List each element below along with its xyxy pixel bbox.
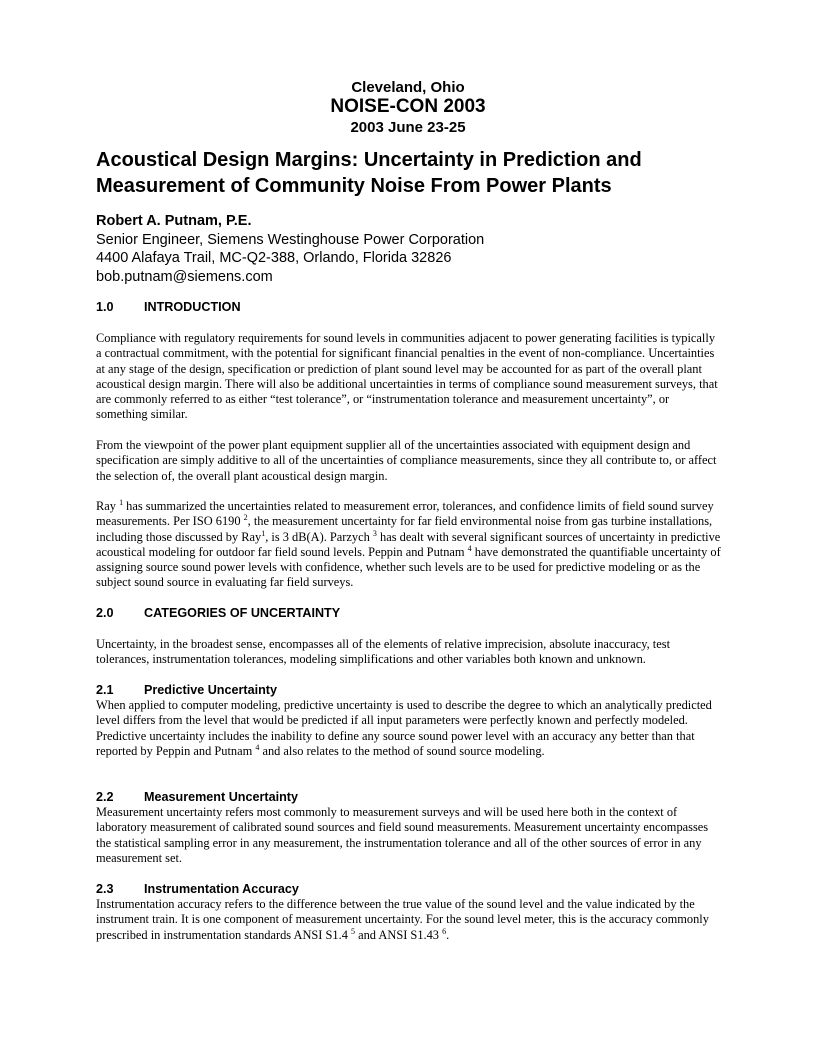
section-number: 2.2	[96, 790, 114, 804]
categories-paragraph: Uncertainty, in the broadest sense, encompasses all of the elements of relative imprecision, absolute inaccuracy, test tolerances, instrumentation tolerances, modeling simplifications and other variables both known and unknown.	[96, 637, 671, 667]
conference-name: NOISE-CON 2003	[330, 96, 486, 117]
reference-marker: 4	[467, 543, 472, 553]
intro-paragraph-2: From the viewpoint of the power plant equipment supplier all of the uncertainties associated with equipment design and specification are simply additive to all of the uncertainties of compliance measurements, since they all contribute to, or affect the selection of, the overall plant acoustical design margin.	[96, 438, 717, 483]
reference-marker: 2	[243, 513, 248, 523]
section-2-3-heading	[96, 882, 299, 897]
author-name: Robert A. Putnam, P.E.	[96, 213, 252, 229]
section-title: Instrumentation Accuracy	[144, 882, 299, 896]
section-title: INTRODUCTION	[144, 300, 241, 314]
section-1-heading	[96, 300, 241, 315]
reference-marker: 6	[442, 926, 447, 936]
reference-marker: 1	[261, 528, 266, 538]
section-number: 2.0	[96, 606, 114, 620]
intro-paragraph-1: Compliance with regulatory requirements for sound levels in communities adjacent to power generating facilities is typically a contractual commitment, with the potential for significant financial penalties in the event of non-compliance. Uncertainties at any stage of the design, specification or prediction of plant sound level may be accounted for as part of the overall plant acoustical design margin. There will also be additional uncertainties in terms of compliance sound measurement surveys, that are commonly referred to as either “test tolerance”, or “instrumentation tolerance and measurement uncertainty”, or something similar.	[96, 331, 718, 422]
author-address: 4400 Alafaya Trail, MC-Q2-388, Orlando, Florida 32826	[96, 250, 452, 266]
author-block	[96, 212, 736, 286]
section-number: 2.1	[96, 683, 114, 697]
measurement-uncertainty-paragraph: Measurement uncertainty refers most commonly to measurement surveys and will be used here both in the context of laboratory measurement of calibrated sound sources and field sound measurements. Measurement uncertainty encompasses the statistical sampling error in any measurement, the instrumentation tolerance and all of the other sources of error in any measurement set.	[96, 805, 709, 865]
section-title: CATEGORIES OF UNCERTAINTY	[144, 606, 341, 620]
reference-marker: 1	[119, 497, 124, 507]
reference-marker: 5	[351, 926, 356, 936]
conference-city: Cleveland, Ohio	[351, 79, 465, 96]
section-2-2-heading	[96, 790, 298, 805]
author-position: Senior Engineer, Siemens Westinghouse Power Corporation	[96, 231, 485, 248]
instrumentation-accuracy-paragraph: Instrumentation accuracy refers to the difference between the true value of the sound level and the value indicated by the instrument train. It is one component of measurement uncertainty. For the sound level meter, this is the accuracy commonly prescribed in instrumentation standards ANSI S1.4 $^5$ and ANSI S1.43 $^6$.	[96, 897, 709, 942]
section-number: 2.3	[96, 882, 114, 896]
paper-title-line-2: Measurement of Community Noise From Power Plants	[96, 175, 612, 197]
section-number: 1.0	[96, 300, 114, 314]
reference-marker: 4	[255, 742, 260, 752]
author-email: bob.putnam@siemens.com	[96, 268, 273, 285]
section-title: Measurement Uncertainty	[144, 790, 298, 804]
reference-marker: 3	[372, 528, 377, 538]
predictive-uncertainty-paragraph: When applied to computer modeling, predictive uncertainty is used to describe the degree to which an analytically predicted level differs from the level that would be predicted if all input parameters were perfectly known and perfectly modeled. Predictive uncertainty includes the inability to define any source sound power level with an accuracy any better than that reported by Peppin and Putnam $^4$ and also relates to the method of sound source modeling.	[96, 698, 712, 758]
intro-paragraph-3: Ray $^1$ has summarized the uncertainties related to measurement error, tolerances, and confidence limits of field sound survey measurements. Per ISO 6190 $^2$, the measurement uncertainty for far field environmental noise from gas turbine installations, including those discussed by Ray$^1$, is 3 dB(A). Parzych $^3$ has dealt with several significant sources of uncertainty in predictive acoustical modeling for outdoor far field sound levels. Peppin and Putnam $^4$ have demonstrated the quantifiable uncertainty of assigning source sound power levels with confidence, whether such levels are to be used for predictive modeling or as the subject sound source in evaluating far field surveys.	[96, 497, 721, 590]
paper-title-line-1: Acoustical Design Margins: Uncertainty in Prediction and	[96, 149, 642, 171]
conference-date: 2003 June 23-25	[350, 119, 466, 136]
paper-title	[96, 147, 736, 199]
section-2-1-heading	[96, 683, 277, 698]
section-2-heading	[96, 606, 340, 621]
section-title: Predictive Uncertainty	[144, 683, 277, 697]
